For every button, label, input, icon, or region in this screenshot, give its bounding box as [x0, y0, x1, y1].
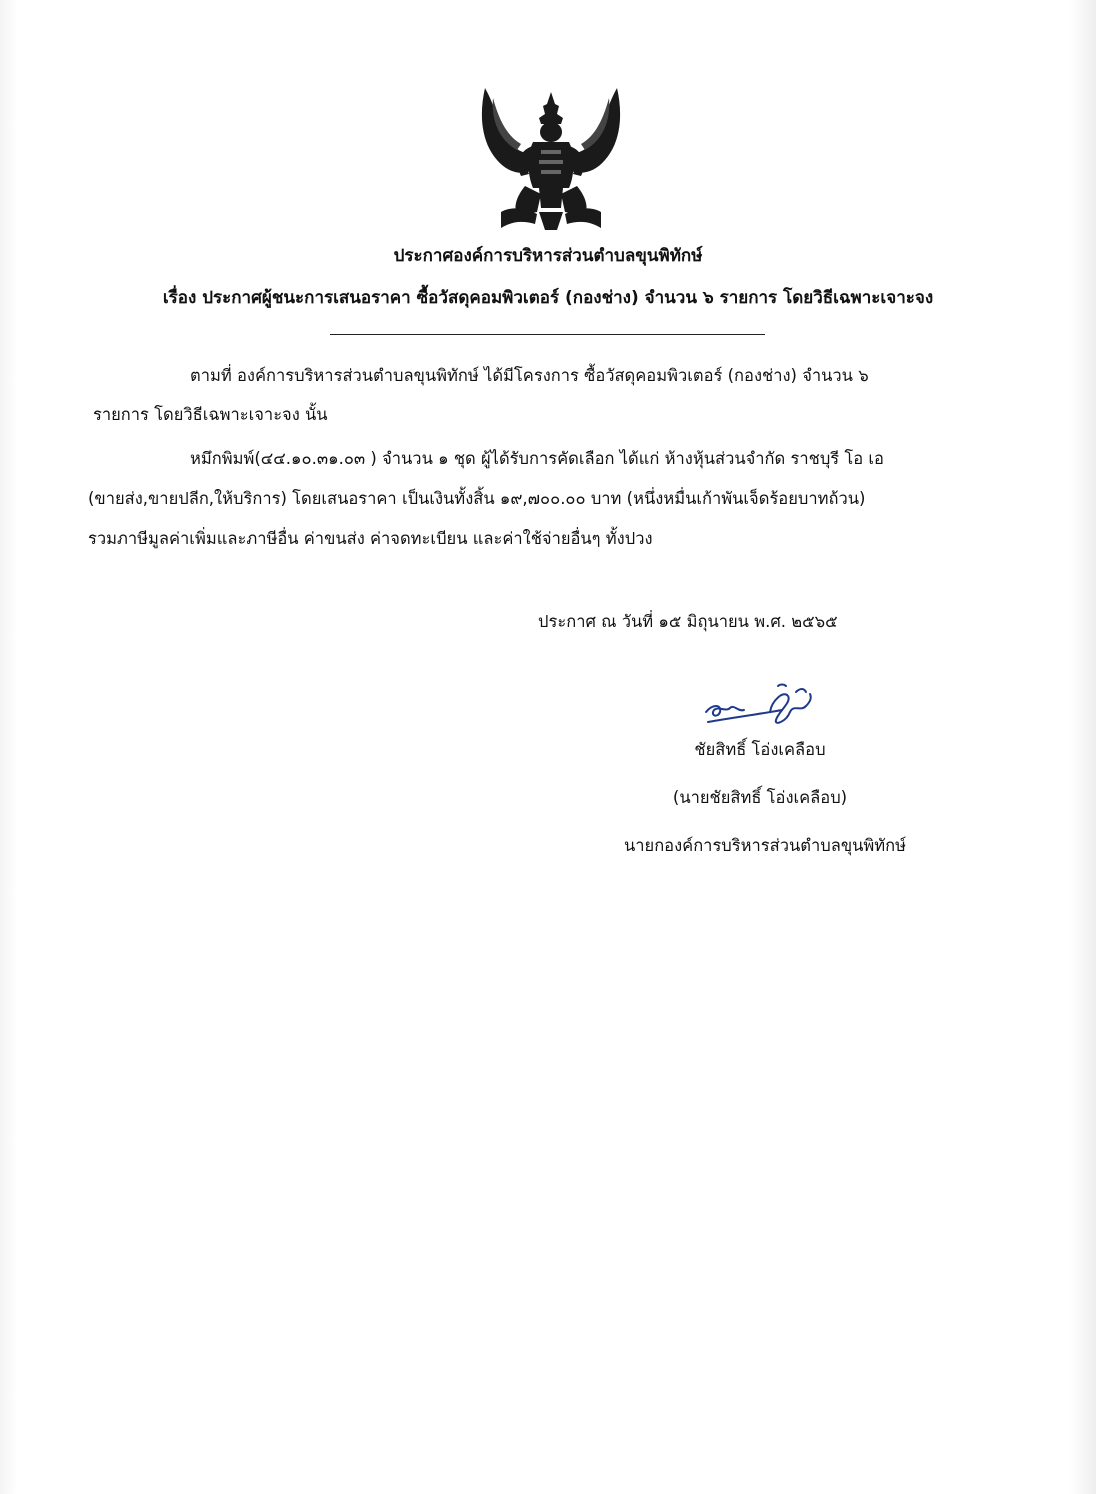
title-divider: [330, 334, 765, 335]
paragraph-1-line-2: รายการ โดยวิธีเฉพาะเจาะจง นั้น: [93, 405, 328, 424]
garuda-emblem-icon: [477, 84, 625, 234]
handwritten-signature-icon: [700, 682, 820, 732]
announcement-title: ประกาศองค์การบริหารส่วนตำบลขุนพิทักษ์: [393, 246, 703, 266]
signer-position: นายกองค์การบริหารส่วนตำบลขุนพิทักษ์: [623, 836, 907, 855]
announcement-date: ประกาศ ณ วันที่ ๑๕ มิถุนายน พ.ศ. ๒๕๖๕: [538, 612, 838, 631]
paragraph-1-line-1: ตามที่ องค์การบริหารส่วนตำบลขุนพิทักษ์ ได้มีโครงการ ซื้อวัสดุคอมพิวเตอร์ (กองช่าง) จำนวน ๖: [190, 366, 869, 385]
paragraph-2-line-2: (ขายส่ง,ขายปลีก,ให้บริการ) โดยเสนอราคา เป็นเงินทั้งสิ้น ๑๙,๗๐๐.๐๐ บาท (หนึ่งหมื่นเก้าพันเจ็ดร้อยบาทถ้วน): [88, 489, 866, 508]
announcement-subject: เรื่อง ประกาศผู้ชนะการเสนอราคา ซื้อวัสดุคอมพิวเตอร์ (กองช่าง) จำนวน ๖ รายการ โดยวิธีเฉพาะเจาะจง: [162, 288, 934, 308]
paragraph-2-line-3: รวมภาษีมูลค่าเพิ่มและภาษีอื่น ค่าขนส่ง ค่าจดทะเบียน และค่าใช้จ่ายอื่นๆ ทั้งปวง: [88, 529, 653, 548]
signer-printed-name: ชัยสิทธิ์ โอ่งเคลือบ: [694, 740, 826, 759]
signer-full-name: (นายชัยสิทธิ์ โอ่งเคลือบ): [672, 788, 848, 807]
paragraph-2-line-1: หมึกพิมพ์(๔๔.๑๐.๓๑.๐๓ ) จำนวน ๑ ชุด ผู้ได้รับการคัดเลือก ได้แก่ ห้างหุ้นส่วนจำกัด ราชบุรี โอ เอ: [190, 449, 884, 468]
